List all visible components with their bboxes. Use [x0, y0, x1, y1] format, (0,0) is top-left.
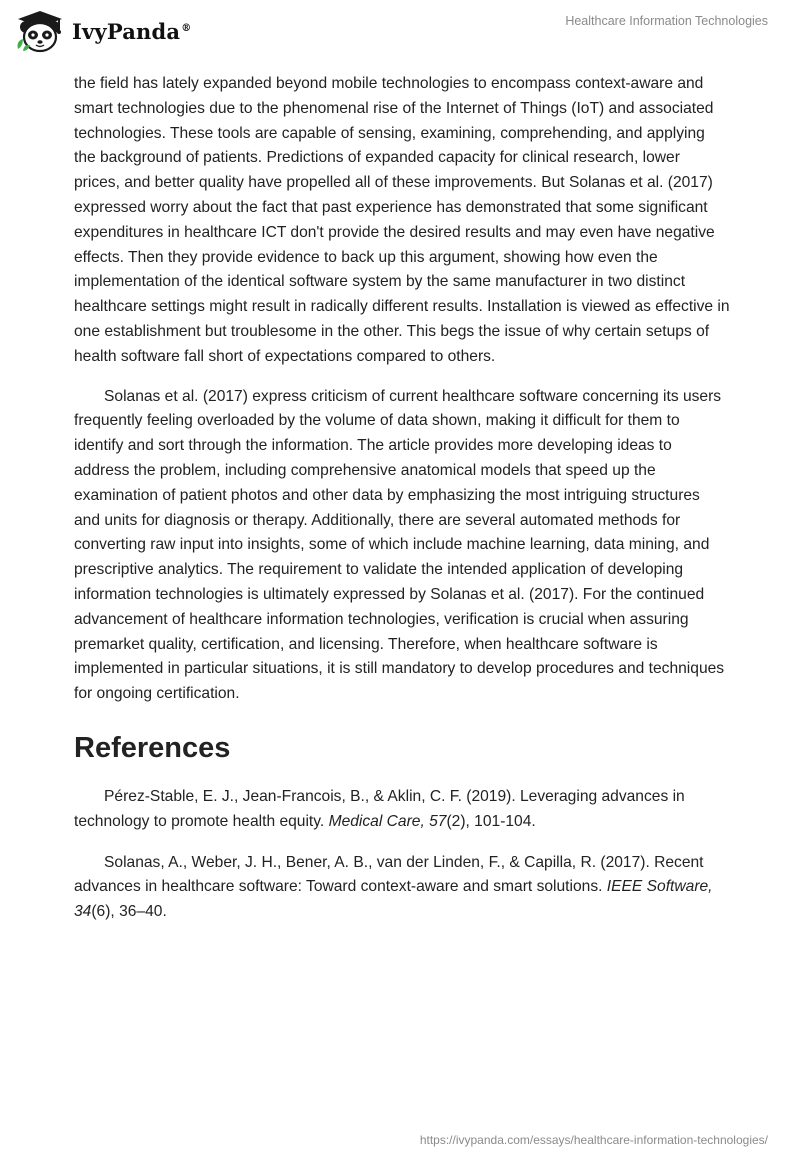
- reference-journal: IEEE Software, 34: [74, 878, 713, 921]
- reference-text: Solanas, A., Weber, J. H., Bener, A. B., van der Linden, F., & Capilla, R. (2017). Recent advances in healthcare software: Toward context-aware and smart solutions.: [74, 853, 704, 896]
- reference-text: Pérez-Stable, E. J., Jean-Francois, B., & Aklin, C. F. (2019). Leveraging advances in technology to promote health equity.: [74, 787, 685, 830]
- essay-content: [74, 72, 730, 941]
- registered-mark: ®: [181, 22, 192, 34]
- reference-entry: [74, 851, 730, 925]
- panda-graduate-icon: [14, 9, 66, 53]
- source-url-link[interactable]: https://ivypanda.com/essays/healthcare-information-technologies/: [419, 1133, 768, 1147]
- reference-issue: (2), 101-104.: [446, 812, 536, 830]
- body-paragraph: Solanas et al. (2017) express criticism of current healthcare software concerning its users frequently feeling overloaded by the volume of data shown, making it difficult for them to identify and sort through the information. The article provides more developing ideas to address the problem, including comprehensive anatomical models that speed up the examination of patient photos and other data by emphasizing the most intriguing structures and units for diagnosis or therapy. Additionally, there are several automated methods for converting raw input into insights, some of which include machine learning, data mining, and prescriptive analytics. The requirement to validate the intended application of developing information technologies is ultimately expressed by Solanas et al. (2017). For the continued advancement of healthcare information technologies, verification is crucial when assuring premarket quality, certification, and licensing. Therefore, when healthcare software is implemented in particular situations, it is still mandatory to develop procedures and techniques for ongoing certification.: [74, 387, 725, 703]
- brand-logo[interactable]: [14, 9, 191, 53]
- page-header: [0, 0, 800, 60]
- references-heading: References: [74, 731, 231, 764]
- brand-name: IvyPanda®: [72, 18, 192, 44]
- reference-journal: Medical Care, 57: [328, 812, 447, 830]
- document-title: Healthcare Information Technologies: [565, 14, 768, 28]
- reference-entry: [74, 785, 730, 835]
- body-paragraph: the field has lately expanded beyond mobile technologies to encompass context-aware and smart technologies due to the phenomenal rise of the Internet of Things (IoT) and associated technologies. These tools are capable of sensing, examining, comprehending, and applying the background of patients. Predictions of expanded capacity for clinical research, lower prices, and better quality have propelled all of these improvements. But Solanas et al. (2017) expressed worry about the fact that past experience has demonstrated that some significant expenditures in healthcare ICT don't provide the desired results and may even have negative effects. Then they provide evidence to back up this argument, showing how even the implementation of the identical software system by the same manufacturer in two distinct healthcare settings might result in radically different results. Installation is viewed as effective in one establishment but troublesome in the other. This begs the issue of why certain setups of health software fall short of expectations compared to others.: [74, 75, 730, 365]
- reference-issue: (6), 36–40.: [91, 903, 167, 921]
